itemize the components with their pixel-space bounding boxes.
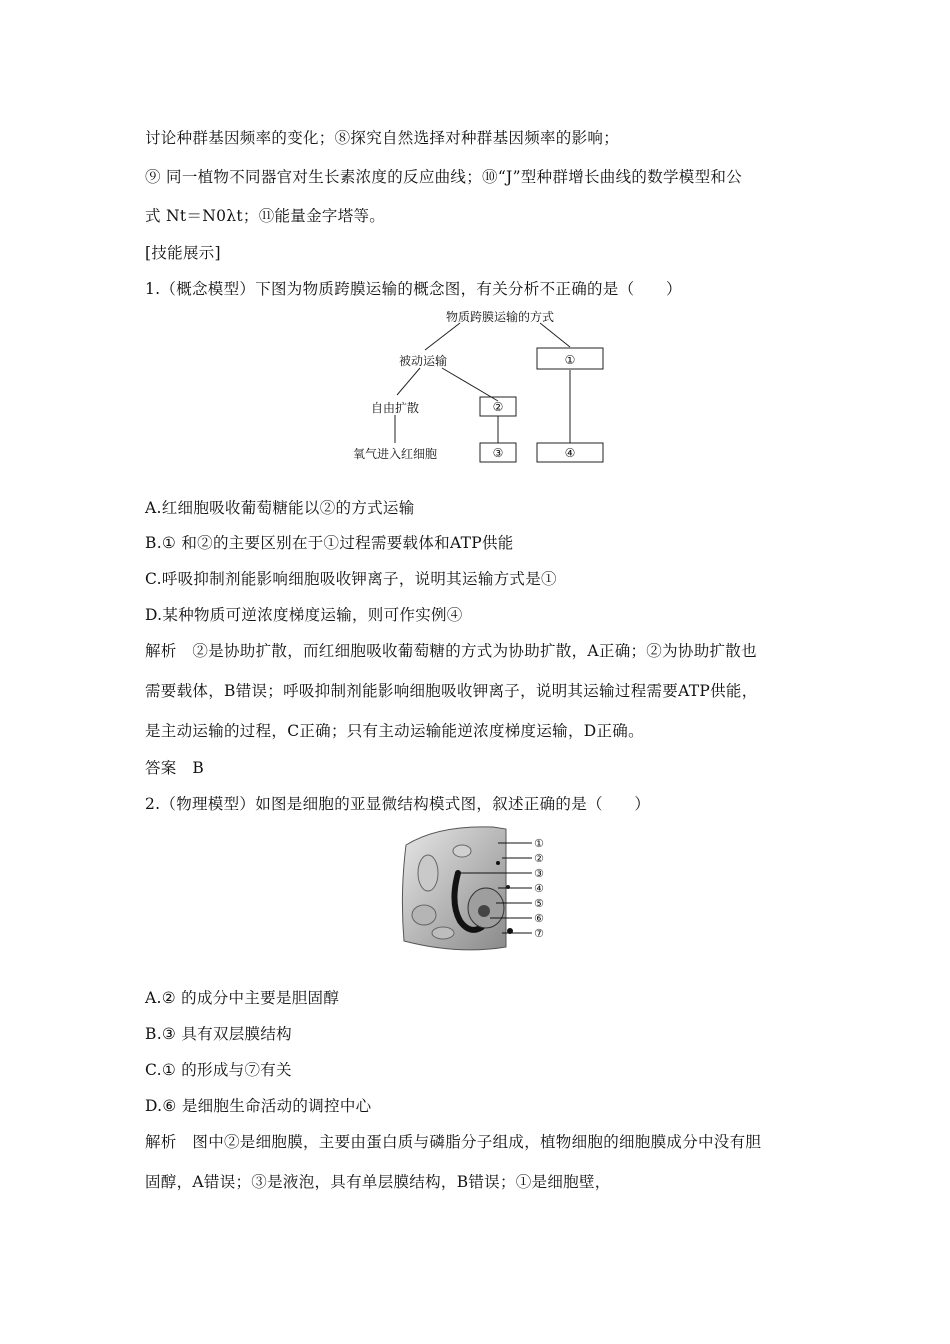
intro-line-3: 式 Nt＝N0λt；⑪能量金字塔等。 [145,207,386,225]
q2-option-b: B.③ 具有双层膜结构 [145,1025,292,1043]
cell-image [402,827,513,950]
q2-analysis-line-2: 固醇，A错误；③是液泡，具有单层膜结构，B错误；①是细胞壁， [145,1173,611,1191]
cell-label-4: ④ [534,882,544,895]
q1-option-b: B.① 和②的主要区别在于①过程需要载体和ATP供能 [145,534,514,552]
diagram-box1-label: ① [564,353,576,367]
diagram-root-label: 物质跨膜运输的方式 [445,310,555,324]
q1-stem: 1.（概念模型）下图为物质跨膜运输的概念图，有关分析不正确的是（ ） [145,280,682,298]
q2-option-a: A.② 的成分中主要是胆固醇 [145,989,340,1007]
diagram-simple-label: 自由扩散 [370,401,420,415]
cell-label-6: ⑥ [534,912,544,925]
intro-line-2: ⑨ 同一植物不同器官对生长素浓度的反应曲线；⑩“J”型种群增长曲线的数学模型和公 [145,168,742,186]
cell-label-1: ① [534,837,544,850]
diagram-box3-label: ③ [492,446,504,460]
intro-line-1: 讨论种群基因频率的变化；⑧探究自然选择对种群基因频率的影响； [145,129,620,147]
q1-option-d: D.某种物质可逆浓度梯度运输，则可作实例④ [145,606,463,624]
cell-label-2: ② [534,852,544,865]
q2-option-d: D.⑥ 是细胞生命活动的调控中心 [145,1097,372,1115]
q2-cell-diagram [398,823,558,953]
q1-analysis-line-3: 是主动运输的过程，C正确；只有主动运输能逆浓度梯度运输，D正确。 [145,722,644,740]
q2-option-c: C.① 的形成与⑦有关 [145,1061,292,1079]
q1-analysis-line-1: 解析 ②是协助扩散，而红细胞吸收葡萄糖的方式为协助扩散，A正确；②为协助扩散也 [145,642,757,660]
diagram-box2-label: ② [492,400,504,414]
diagram-oxygen-label: 氧气进入红细胞 [352,447,438,461]
section-heading: [技能展示] [145,244,221,262]
q1-option-c: C.呼吸抑制剂能影响细胞吸收钾离子，说明其运输方式是① [145,570,557,588]
q1-option-a: A.红细胞吸收葡萄糖能以②的方式运输 [145,499,415,517]
q1-concept-diagram [330,303,630,468]
diagram-box4-label: ④ [564,446,576,460]
diagram-passive-label: 被动运输 [398,354,448,368]
q1-analysis-line-2: 需要载体，B错误；呼吸抑制剂能影响细胞吸收钾离子，说明其运输过程需要ATP供能， [145,682,758,700]
cell-label-3: ③ [534,867,544,880]
cell-label-7: ⑦ [534,927,544,940]
q2-stem: 2.（物理模型）如图是细胞的亚显微结构模式图，叙述正确的是（ ） [145,795,651,813]
cell-label-5: ⑤ [534,897,544,910]
q1-answer: 答案 B [145,759,205,777]
q2-analysis-line-1: 解析 图中②是细胞膜，主要由蛋白质与磷脂分子组成，植物细胞的细胞膜成分中没有胆 [145,1133,762,1151]
